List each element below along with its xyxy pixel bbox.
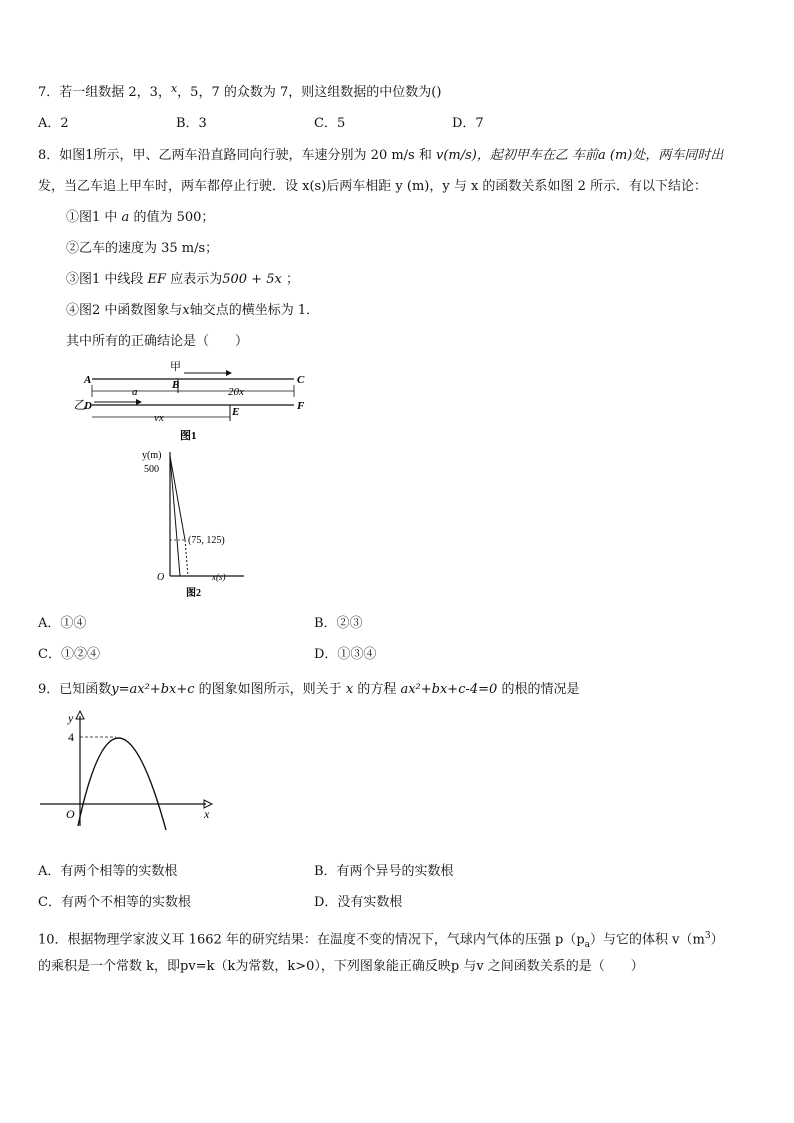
q8-figure-1 [74, 355, 318, 447]
q9-label-4: 4 [68, 730, 74, 744]
q9-option-b[interactable]: B．有两个异号的实数根 [314, 864, 454, 879]
q8-option-c[interactable]: C．①②④ [38, 647, 100, 662]
fig2-origin: O [157, 572, 165, 583]
fig1-label-d-point: D [84, 400, 92, 412]
fig2-xlabel: x(s) [212, 572, 226, 582]
q9-label-x: x [204, 807, 210, 821]
fig2-ylabel: y(m) [142, 450, 162, 461]
q8-ask: 其中所有的正确结论是（ ） [66, 334, 249, 349]
fig1-label-a-point: A [84, 374, 92, 386]
q7-option-a[interactable]: A．2 [38, 116, 69, 131]
q7-option-b[interactable]: B．3 [176, 116, 207, 131]
fig2-point-label: (75, 125) [188, 535, 225, 546]
q10-sub-a: a [584, 939, 591, 950]
q9-option-a[interactable]: A．有两个相等的实数根 [38, 864, 178, 879]
fig1-label-b-point: B [172, 379, 180, 391]
fig1-arrowhead-jia [226, 370, 232, 376]
fig2-line-steep [170, 456, 180, 576]
fig2-y500: 500 [144, 464, 159, 475]
q8-option-a[interactable]: A．①④ [38, 616, 87, 631]
q8-conclusion-2: ②乙车的速度为 35 m/s； [66, 241, 219, 256]
q8-conclusion-3: ③图1 中线段 EF 应表示为500 + 5x ； [66, 272, 299, 287]
q9-option-d[interactable]: D．没有实数根 [314, 895, 403, 910]
fig1-label-e-point: E [232, 406, 240, 418]
q9-stem: 9．已知函数y=ax²+bx+c 的图象如图所示，则关于 x 的方程 ax²+bx+c-4=0 的根的情况是 [38, 682, 580, 697]
q8-stem-line2: 发，当乙车追上甲车时，两车都停止行驶．设 x(s)后两车相距 y (m)，y 与 x 的函数关系如图 2 所示．有以下结论： [38, 179, 707, 194]
q8-figure-2 [140, 444, 260, 600]
q10-sup-3: 3 [704, 931, 711, 941]
fig2-line-decline [170, 456, 185, 540]
q7-option-c[interactable]: C．5 [314, 116, 346, 131]
q9-parabola [78, 738, 166, 830]
q10-stem-line1: 10．根据物理学家波义耳 1662 年的研究结果：在温度不变的情况下，气球内气体的压强 $p(p_a)$与它的体积 $v(m^3)$ [38, 931, 724, 950]
fig1-label-vx: vx [154, 412, 164, 424]
q7-stem: 7．若一组数据 2，3，$^x$，5，7 的众数为 7，则这组数据的中位数为() [38, 82, 442, 100]
fig1-label-f-point: F [297, 400, 305, 412]
q9-option-c[interactable]: C．有两个不相等的实数根 [38, 895, 191, 910]
fig1-label-jia: 甲 [170, 361, 181, 373]
fig1-label-a: a [132, 386, 138, 398]
q8-stem-line1: 8．如图1所示，甲、乙两车沿直路同向行驶，车速分别为 20 m/s 和 v(m/s)，起初甲车在乙 车前a (m)处，两车同时出 [38, 148, 724, 163]
q8-conclusion-4: ④图2 中函数图象与x轴交点的横坐标为 1． [66, 303, 320, 318]
q8-option-b[interactable]: B．②③ [314, 616, 363, 631]
q9-label-origin: O [66, 807, 75, 821]
q8-option-d[interactable]: D．①③④ [314, 647, 377, 662]
fig1-arrowhead-yi [136, 399, 142, 405]
q8-conclusion-1: ①图1 中 a 的值为 500； [66, 210, 215, 225]
fig2-caption: 图2 [186, 588, 201, 599]
fig1-label-20x: 20x [228, 386, 244, 398]
q7-x: x [170, 82, 178, 95]
q7-option-d[interactable]: D．7 [452, 116, 484, 131]
fig1-label-yi: 乙 [74, 398, 87, 412]
fig1-label-c-point: C [297, 374, 305, 386]
q10-stem-line2: 的乘积是一个常数 k，即pv=k（k为常数，k>0），下列图象能正确反映p 与v 之间函数关系的是（ ） [38, 959, 644, 974]
fig1-caption: 图1 [180, 430, 197, 442]
q9-figure [38, 710, 228, 828]
q9-label-y: y [68, 711, 74, 725]
